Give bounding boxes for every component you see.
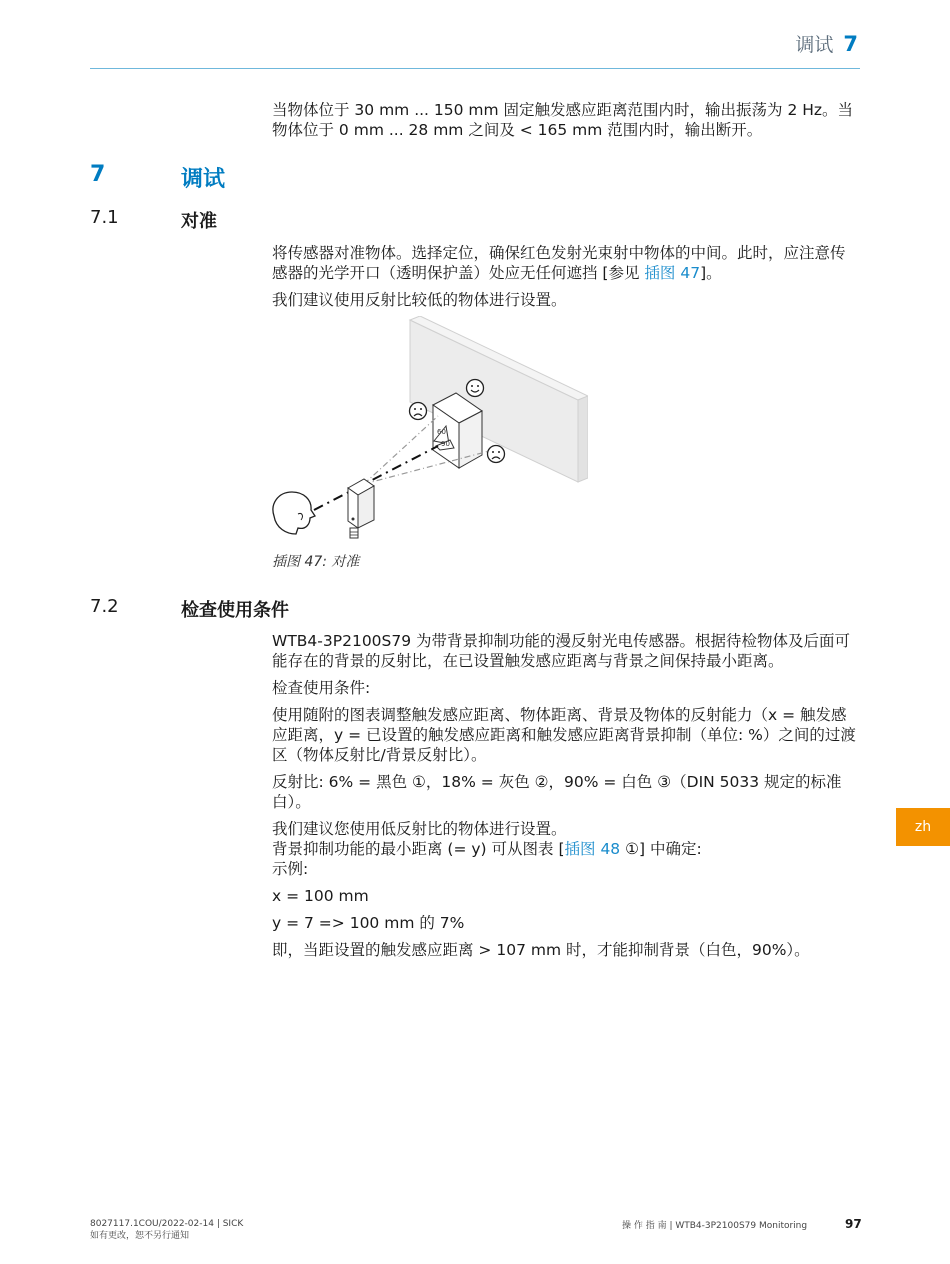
section-7-2-body — [272, 631, 860, 960]
section-7-1-number: 7.1 — [90, 207, 119, 228]
footer-disclaimer: 如有更改，恕不另行通知 — [90, 1231, 190, 1241]
header-divider — [90, 68, 860, 69]
page-number: 97 — [845, 1217, 862, 1231]
angle-label-b: 90 — [441, 440, 450, 448]
min-distance-text-before: 背景抑制功能的最小距离 (= y) 可从图表 [ — [272, 840, 565, 858]
alignment-text-after: ]。 — [700, 264, 722, 282]
section-7-number: 7 — [90, 162, 106, 187]
check-conditions-label: 检查使用条件: — [272, 679, 371, 697]
intro-text: 当物体位于 30 mm ... 150 mm 固定触发感应距离范围内时，输出振荡为 2 Hz。当物体位于 0 mm ... 28 mm 之间及 < 165 mm 范围内时，输出断开。 — [272, 101, 854, 139]
min-distance-text-after: ①] 中确定: — [620, 840, 702, 858]
viewer-head-icon — [273, 492, 315, 534]
footer-doc-title: 操 作 指 南 | WTB4-3P2100S79 Monitoring — [622, 1221, 808, 1231]
sensor-description: WTB4-3P2100S79 为带背景抑制功能的漫反射光电传感器。根据待检物体及后面可能存在的背景的反射比，在已设置触发感应距离与背景之间保持最小距离。 — [272, 632, 851, 670]
recommendation-paragraph — [272, 819, 860, 879]
running-header-chapter: 7 — [843, 32, 858, 56]
figure-47-caption: 插图 47: 对准 — [272, 554, 360, 570]
section-7-1-title: 对准 — [181, 211, 217, 232]
figure-48-link[interactable]: 插图 48 — [564, 840, 621, 858]
alignment-paragraph — [272, 243, 860, 283]
conclusion-paragraph: 即，当距设置的触发感应距离 > 107 mm 时，才能抑制背景（白色，90%）。 — [272, 941, 810, 959]
language-tab[interactable]: zh — [896, 808, 950, 846]
sad-face-icon — [410, 403, 427, 420]
footer-doc-id: 8027117.1COU/2022-02-14 | SICK — [90, 1219, 244, 1229]
example-x: x = 100 mm — [272, 887, 369, 905]
alignment-illustration — [268, 316, 588, 548]
example-y: y = 7 => 100 mm 的 7% — [272, 914, 465, 932]
angle-label-a: 60 — [437, 428, 446, 436]
section-7-2-number: 7.2 — [90, 596, 119, 617]
figure-47-link[interactable]: 插图 47 — [644, 264, 701, 282]
section-7-title: 调试 — [181, 167, 226, 192]
recommendation-line: 我们建议您使用低反射比的物体进行设置。 — [272, 820, 567, 838]
photoelectric-sensor — [348, 479, 374, 538]
running-header-title: 调试 — [795, 34, 834, 56]
happy-face-icon — [467, 380, 484, 397]
example-label: 示例: — [272, 860, 309, 878]
low-reflectance-note: 我们建议使用反射比较低的物体进行设置。 — [272, 291, 567, 309]
running-header — [795, 30, 858, 57]
diagram-usage-paragraph: 使用随附的图表调整触发感应距离、物体距离、背景及物体的反射能力（x = 触发感应距离，y = 已设置的触发感应距离和触发感应距离背景抑制（单位: %）之间的过渡区（物体反射比/背景反射比）。 — [272, 706, 856, 764]
reflectance-paragraph: 反射比: 6% = 黑色 ①，18% = 灰色 ②，90% = 白色 ③（DIN 5033 规定的标准白）。 — [272, 773, 842, 811]
sad-face-icon — [488, 446, 505, 463]
intro-paragraph — [272, 100, 860, 140]
alignment-text-before: 将传感器对准物体。选择定位，确保红色发射光束射中物体的中间。此时，应注意传感器的光学开口（透明保护盖）处应无任何遮挡 [参见 — [272, 244, 846, 282]
footer-left — [90, 1218, 243, 1242]
section-7-1-body — [272, 243, 860, 310]
section-7-2-title: 检查使用条件 — [181, 600, 289, 621]
